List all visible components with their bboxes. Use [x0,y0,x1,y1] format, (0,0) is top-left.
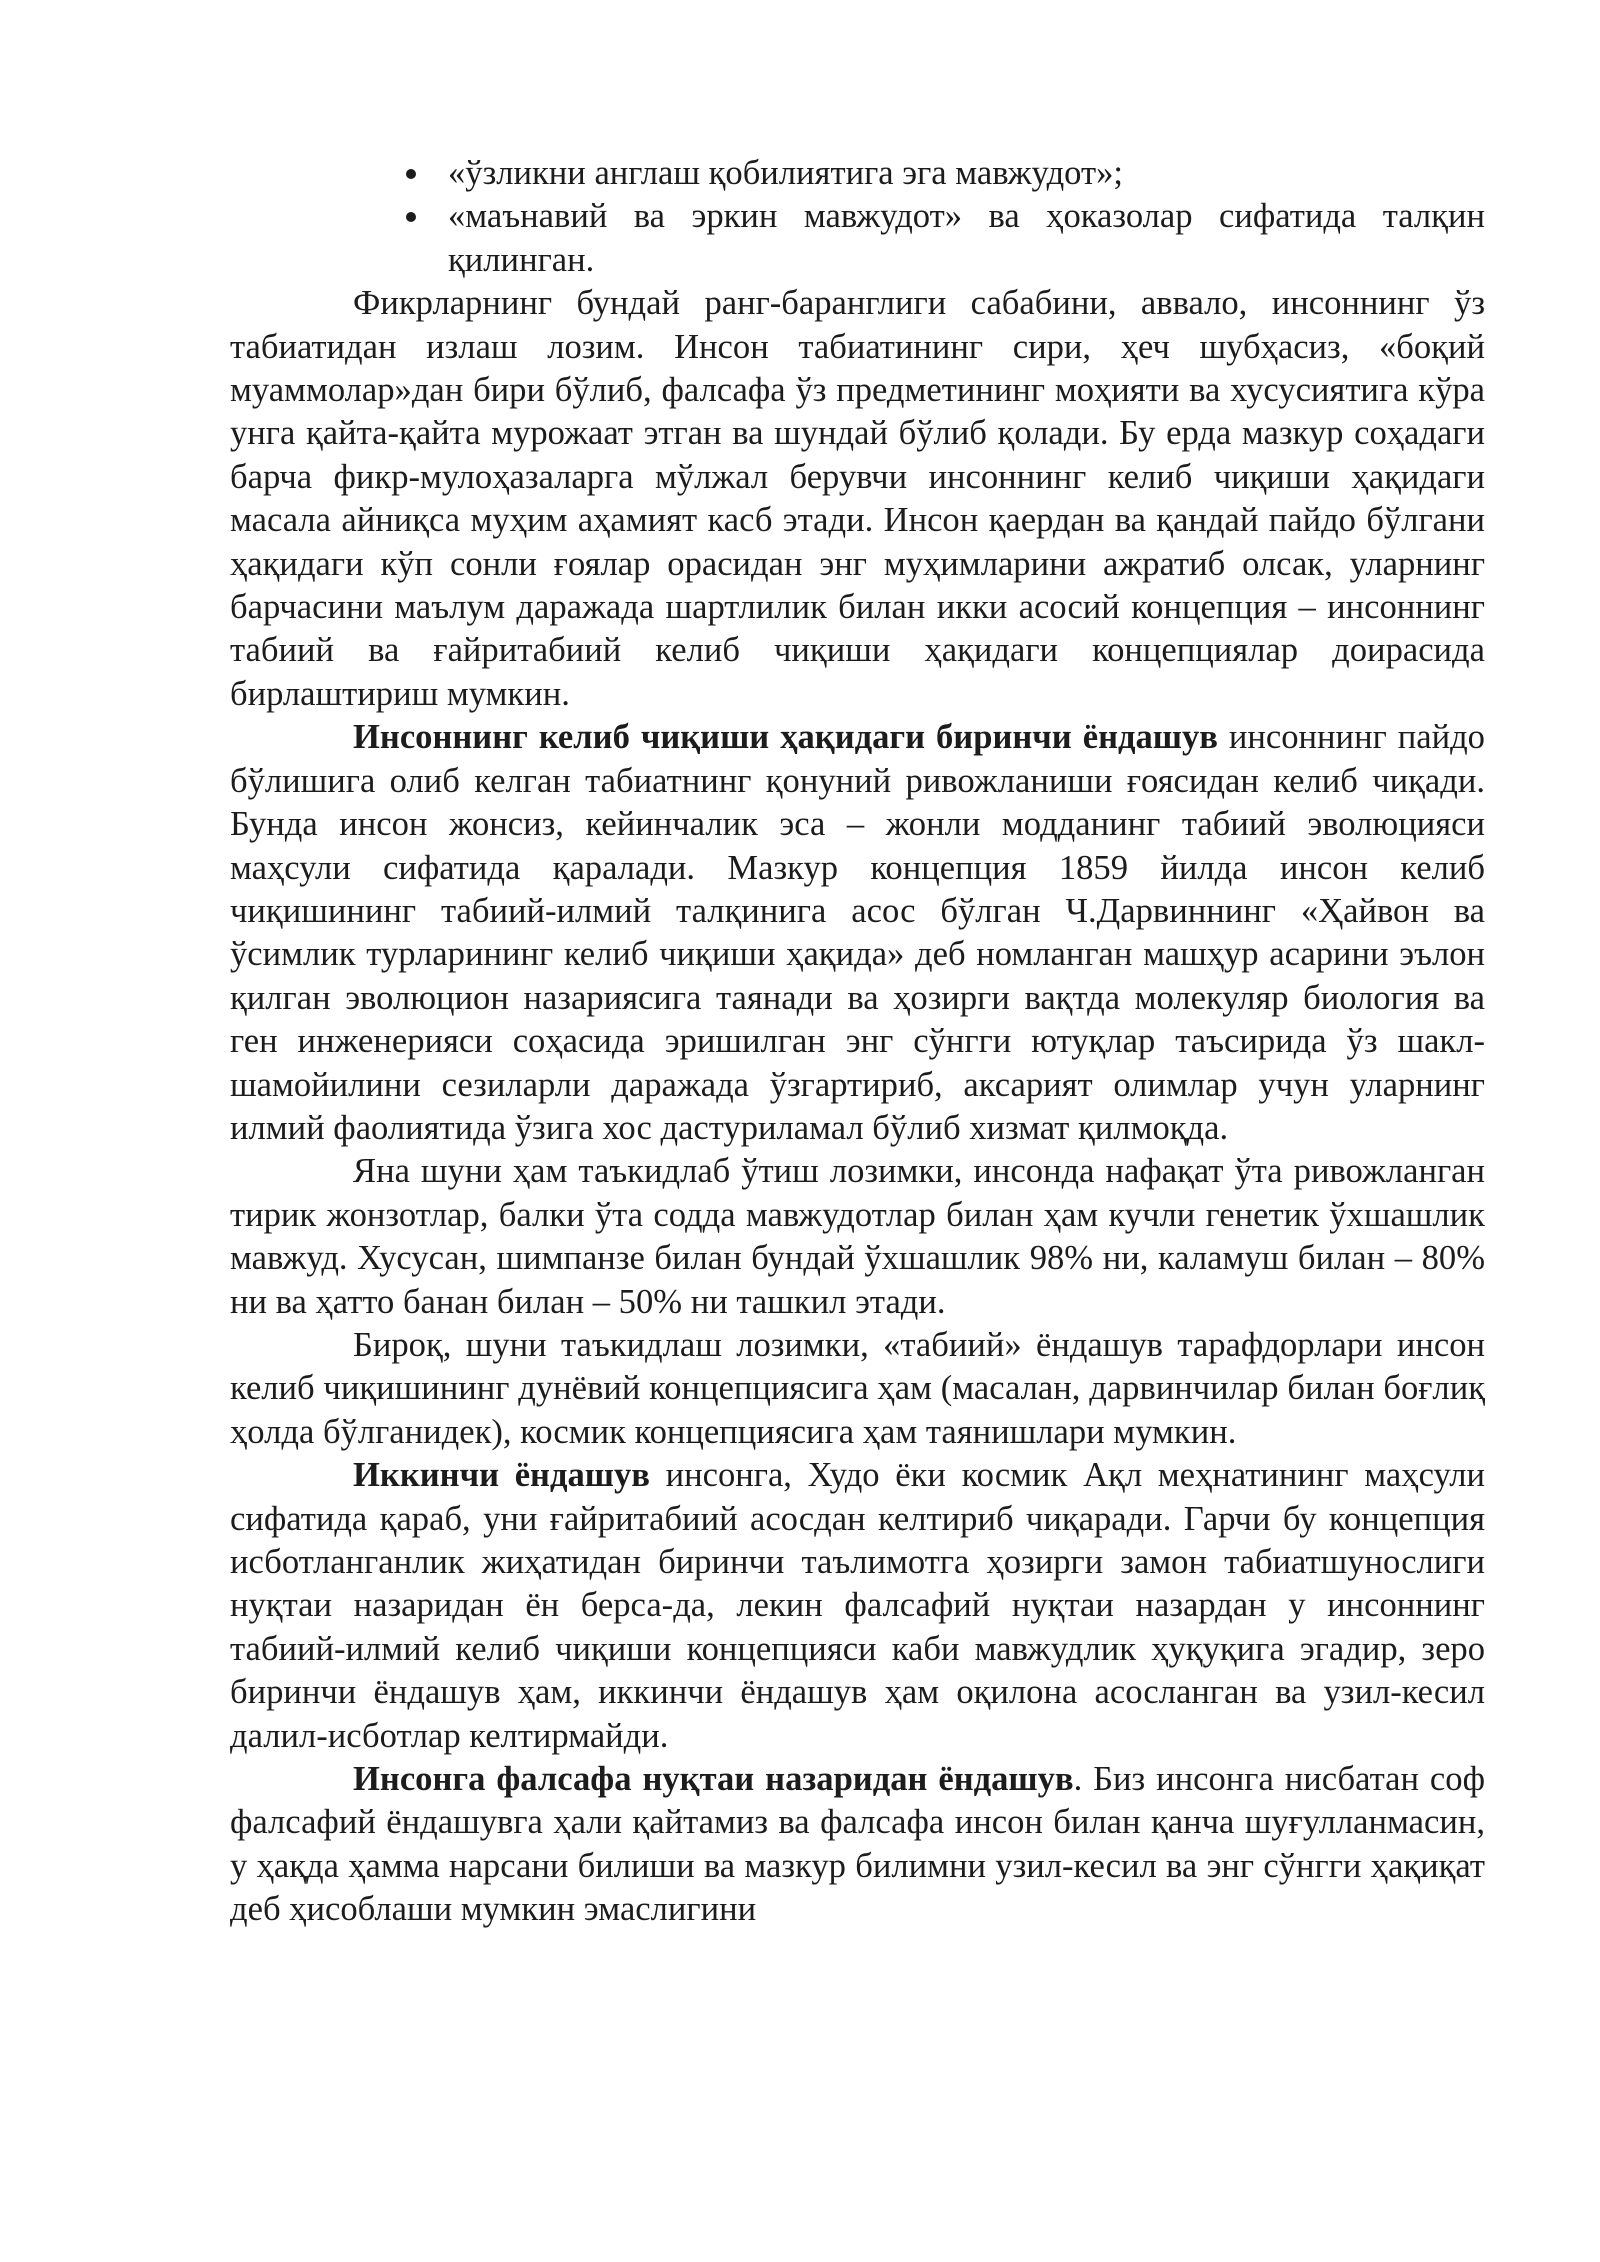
paragraph [230,716,1485,1150]
bullet-text: «маънавий ва эркин мавжудот» ва ҳоказолар сифатида талқин қилинган. [448,197,1485,279]
bullet-item [230,152,1485,195]
paragraph-text: Бироқ, шуни таъкидлаш лозимки, «табиий» ёндашув тарафдорлари инсон келиб чиқишининг дунёвий концепциясига ҳам (масалан, дарвинчилар билан боғлиқ ҳолда бўлганидек), космик концепциясига ҳам таянишлари мумкин. [230,1325,1485,1451]
paragraph [230,282,1485,716]
paragraph [230,1758,1485,1932]
bullet-list [230,152,1485,282]
paragraph-text: инсонга, Худо ёки космик Ақл меҳнатининг маҳсули сифатида қараб, уни ғайритабиий асосдан келтириб чиқаради. Гарчи бу концепция исботланганлик жиҳатидан биринчи таълимотга ҳозирги замон табиатшунослиги нуқтаи назаридан ён берса-да, лекин фалсафий нуқтаи назардан у инсоннинг табиий-илмий келиб чиқиши концепцияси каби мавжудлик ҳуқуқига эгадир, зеро биринчи ёндашув ҳам, иккинчи ёндашув ҳам оқилона асосланган ва узил-кесил далил-исботлар келтирмайди. [230,1456,1485,1755]
paragraph-text: . Биз инсонга нисбатан соф фалсафий ёндашувга ҳали қайтамиз ва фалсафа инсон билан қанча шуғулланмасин, у ҳақда ҳамма нарсани билиши ва мазкур билимни узил-кесил ва энг сўнгги ҳақиқат деб ҳисоблаши мумкин эмаслигини [230,1760,1485,1929]
paragraph-text: Фикрларнинг бундай ранг-баранглиги сабабини, аввало, инсоннинг ўз табиатидан излаш лозим. Инсон табиатининг сири, ҳеч шубҳасиз, «боқий муаммолар»дан бири бўлиб, фалсафа ўз предметининг моҳияти ва хусусиятига кўра унга қайта-қайта мурожаат этган ва шундай бўлиб қолади. Бу ерда мазкур соҳадаги барча фикр-мулоҳазаларга мўлжал берувчи инсоннинг келиб чиқиши ҳақидаги масала айниқса муҳим аҳамият касб этади. Инсон қаердан ва қандай пайдо бўлгани ҳақидаги кўп сонли ғоялар орасидан энг муҳимларини ажратиб олсак, уларнинг барчасини маълум даражада шартлилик билан икки асосий концепция – инсоннинг табиий ва ғайритабиий келиб чиқиши ҳақидаги концепциялар доирасида бирлаштириш мумкин. [230,284,1485,713]
paragraph-text: инсоннинг пайдо бўлишига олиб келган табиатнинг қонуний ривожланиши ғоясидан келиб чиқади. Бунда инсон жонсиз, кейинчалик эса – жонли модданинг табиий эволюцияси маҳсули сифатида қаралади. Мазкур концепция 1859 йилда инсон келиб чиқишининг табиий-илмий талқинига асос бўлган Ч.Дарвиннинг «Ҳайвон ва ўсимлик турларининг келиб чиқиши ҳақида» деб номланган машҳур асарини эълон қилган эволюцион назариясига таянади ва ҳозирги вақтда молекуляр биология ва ген инженерияси соҳасида эришилган энг сўнгги ютуқлар таъсирида ўз шакл-шамойилини сезиларли даражада ўзгартириб, аксарият олимлар учун уларнинг илмий фаолиятида ўзига хос дастуриламал бўлиб хизмат қилмоқда. [230,718,1485,1147]
bullet-item [230,195,1485,282]
paragraph [230,1324,1485,1454]
paragraph-text: Яна шуни ҳам таъкидлаб ўтиш лозимки, инсонда нафақат ўта ривожланган тирик жонзотлар, балки ўта содда мавжудотлар билан ҳам кучли генетик ўхшашлик мавжуд. Хусусан, шимпанзе билан бундай ўхшашлик 98% ни, каламуш билан – 80% ни ва ҳатто банан билан – 50% ни ташкил этади. [230,1152,1485,1321]
bullet-icon [406,212,416,222]
bullet-icon [406,169,416,179]
paragraph [230,1150,1485,1324]
paragraph [230,1454,1485,1758]
paragraph-heading: Инсоннинг келиб чиқиши ҳақидаги биринчи ёндашув [353,718,1218,757]
paragraph-heading: Иккинчи ёндашув [353,1456,650,1495]
bullet-text: «ўзликни англаш қобилиятига эга мавжудот»; [448,154,1124,192]
document-page [230,152,1485,1932]
paragraph-heading: Инсонга фалсафа нуқтаи назаридан ёндашув [353,1760,1074,1799]
